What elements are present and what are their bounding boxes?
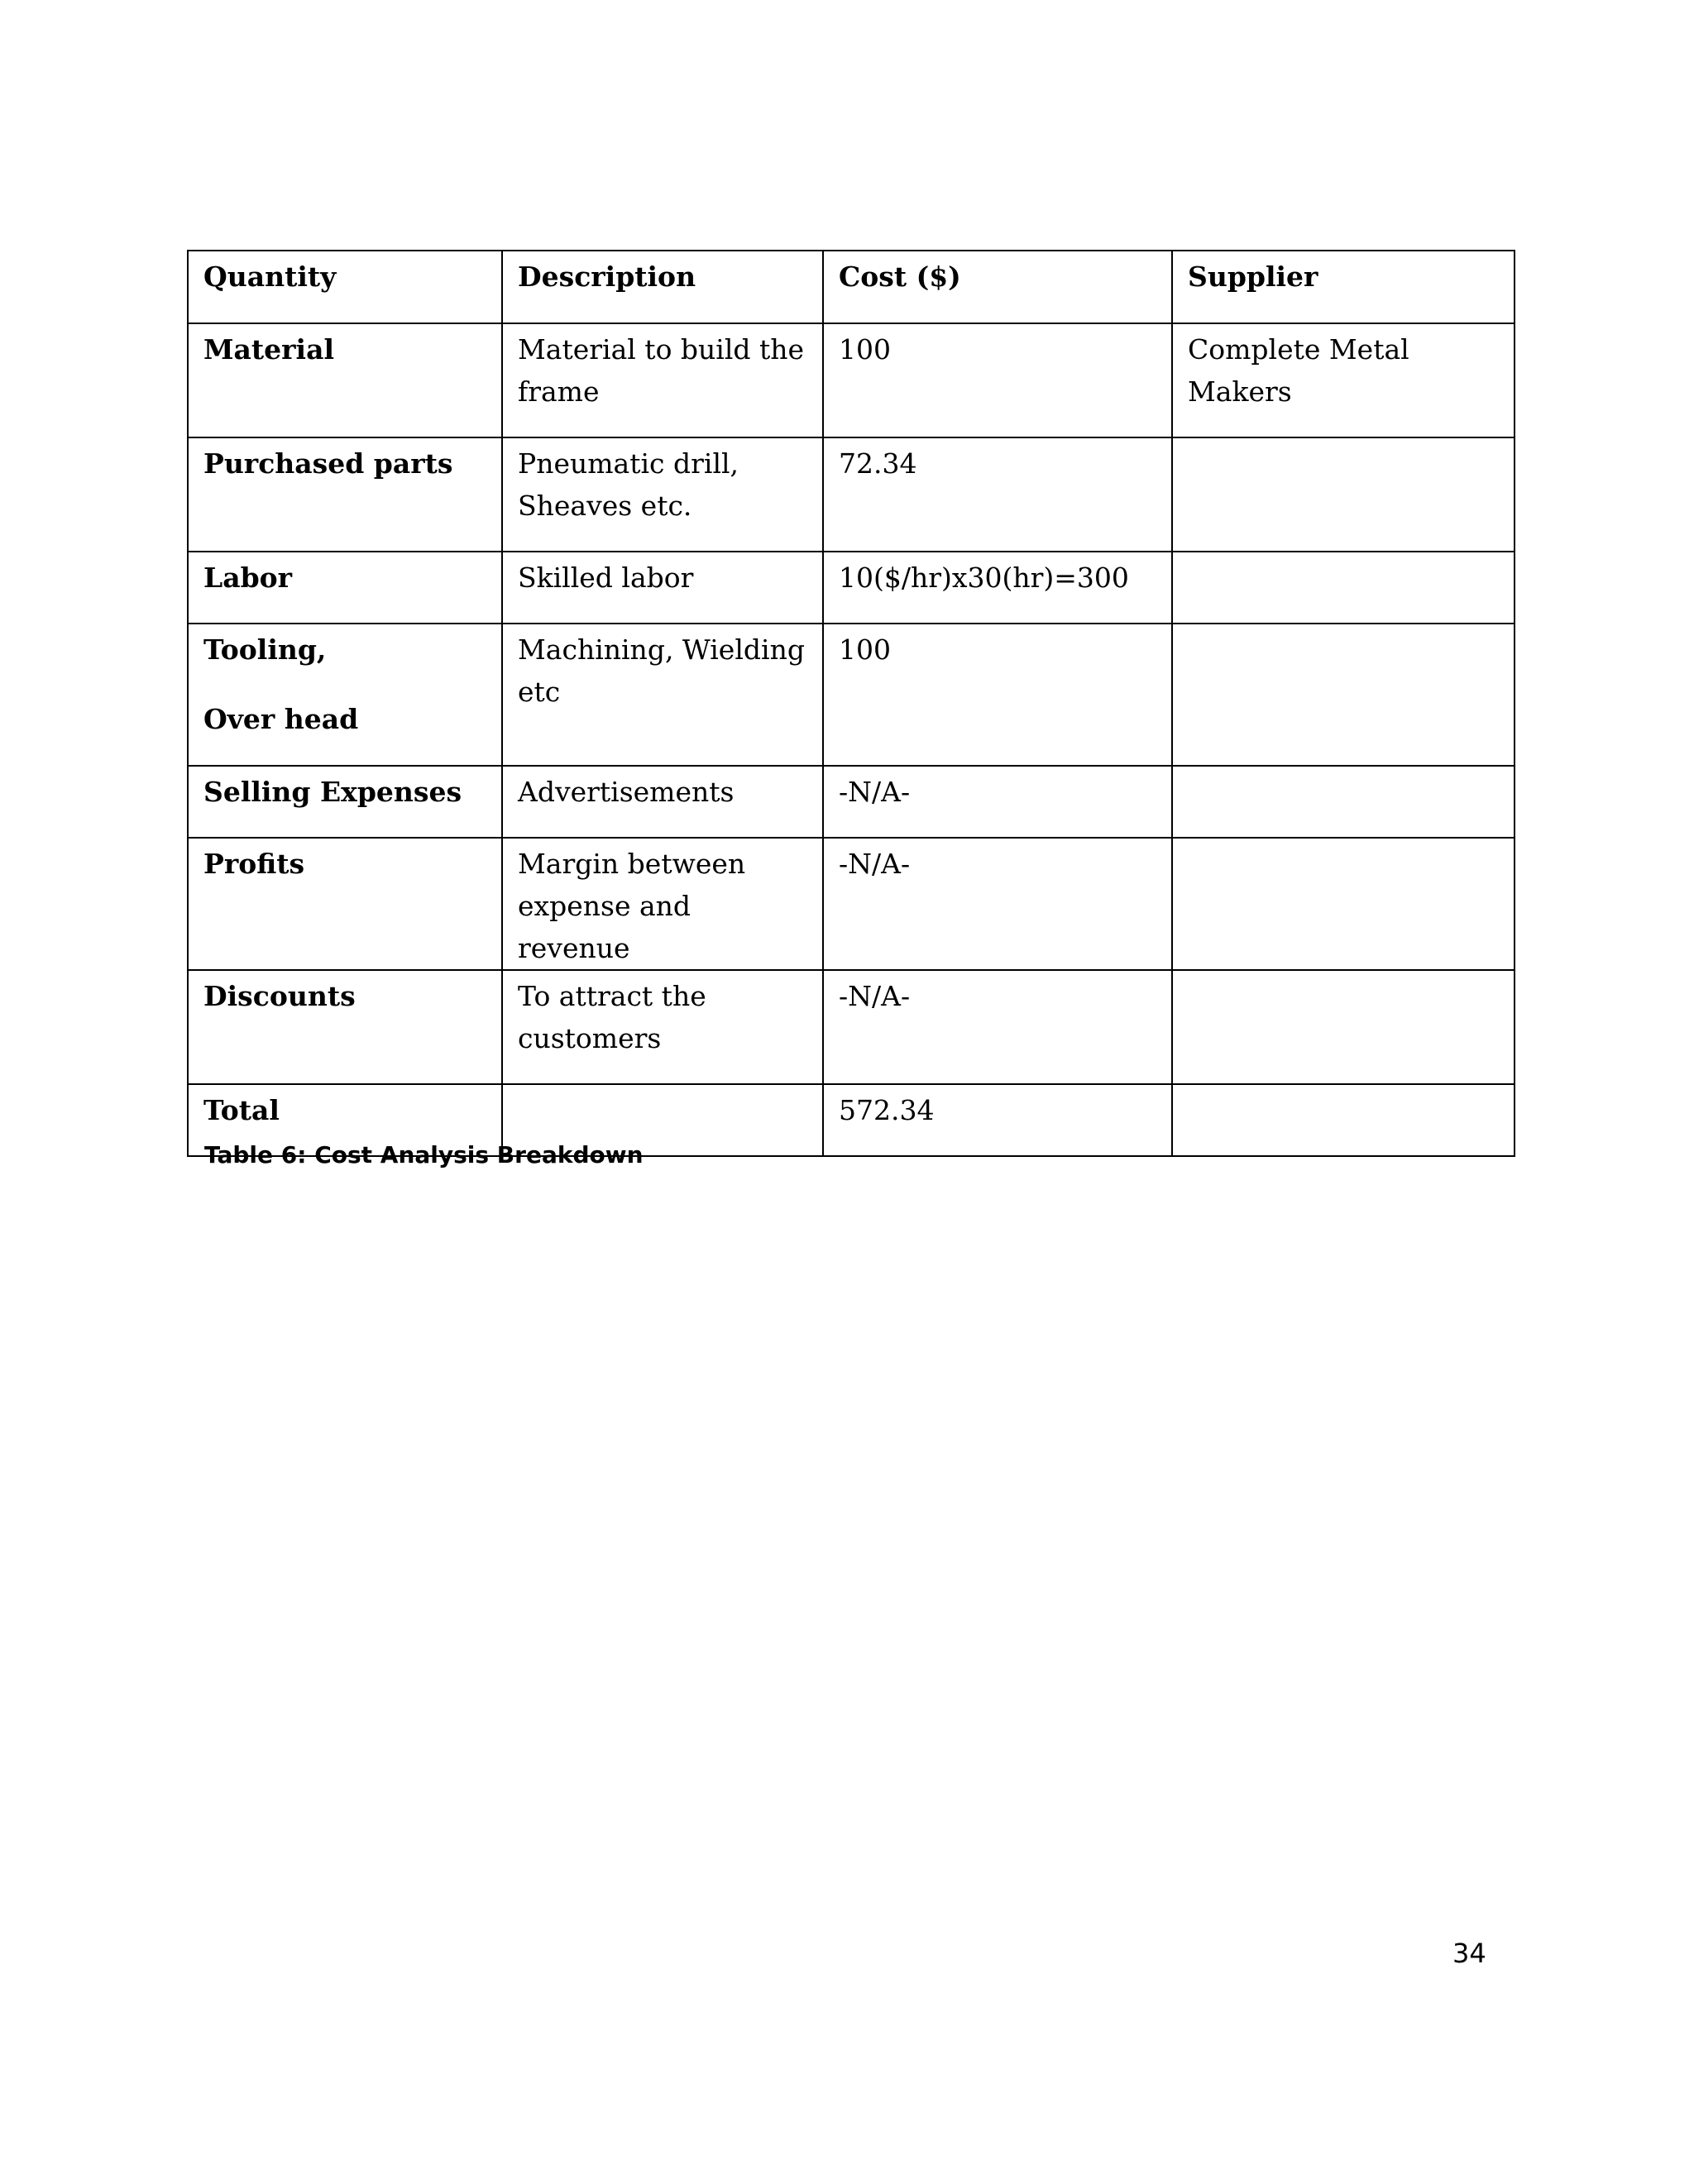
cell-cost: 572.34 xyxy=(823,1084,1172,1156)
cell-supplier xyxy=(1172,970,1515,1084)
cell-supplier xyxy=(1172,437,1515,552)
cell-quantity: Total xyxy=(188,1084,502,1156)
cell-supplier xyxy=(1172,838,1515,970)
cell-cost: 100 xyxy=(823,323,1172,437)
cell-cost: -N/A- xyxy=(823,970,1172,1084)
cell-quantity-line2: Over head xyxy=(203,703,359,735)
cell-description: Material to build the frame xyxy=(502,323,823,437)
cell-supplier xyxy=(1172,624,1515,766)
cell-quantity: Profits xyxy=(188,838,502,970)
header-description: Description xyxy=(502,251,823,323)
cell-supplier xyxy=(1172,766,1515,838)
table-row xyxy=(188,323,1515,437)
cell-quantity: Material xyxy=(188,323,502,437)
header-supplier: Supplier xyxy=(1172,251,1515,323)
cell-supplier: Complete Metal Makers xyxy=(1172,323,1515,437)
cell-cost: -N/A- xyxy=(823,766,1172,838)
cell-description: Advertisements xyxy=(502,766,823,838)
header-cost: Cost ($) xyxy=(823,251,1172,323)
cell-quantity: Discounts xyxy=(188,970,502,1084)
cell-quantity: Labor xyxy=(188,552,502,624)
cell-cost: 100 xyxy=(823,624,1172,766)
table-row xyxy=(188,970,1515,1084)
table-row xyxy=(188,766,1515,838)
cell-description: To attract the customers xyxy=(502,970,823,1084)
cell-supplier xyxy=(1172,552,1515,624)
table-row xyxy=(188,624,1515,766)
header-quantity: Quantity xyxy=(188,251,502,323)
cell-description: Skilled labor xyxy=(502,552,823,624)
cost-analysis-table xyxy=(187,250,1515,1157)
table-row xyxy=(188,437,1515,552)
cell-quantity: Purchased parts xyxy=(188,437,502,552)
cell-cost: 10($/hr)x30(hr)=300 xyxy=(823,552,1172,624)
cell-quantity: Tooling, Over head xyxy=(188,624,502,766)
cell-cost: 72.34 xyxy=(823,437,1172,552)
cell-cost: -N/A- xyxy=(823,838,1172,970)
table-row xyxy=(188,552,1515,624)
page-number: 34 xyxy=(1452,1938,1486,1969)
table-header-row xyxy=(188,251,1515,323)
table-row xyxy=(188,838,1515,970)
cell-quantity: Selling Expenses xyxy=(188,766,502,838)
table-caption: Table 6: Cost Analysis Breakdown xyxy=(204,1141,644,1168)
cell-supplier xyxy=(1172,1084,1515,1156)
cell-description: Pneumatic drill, Sheaves etc. xyxy=(502,437,823,552)
cell-description: Machining, Wielding etc xyxy=(502,624,823,766)
cell-description: Margin between expense and revenue xyxy=(502,838,823,970)
